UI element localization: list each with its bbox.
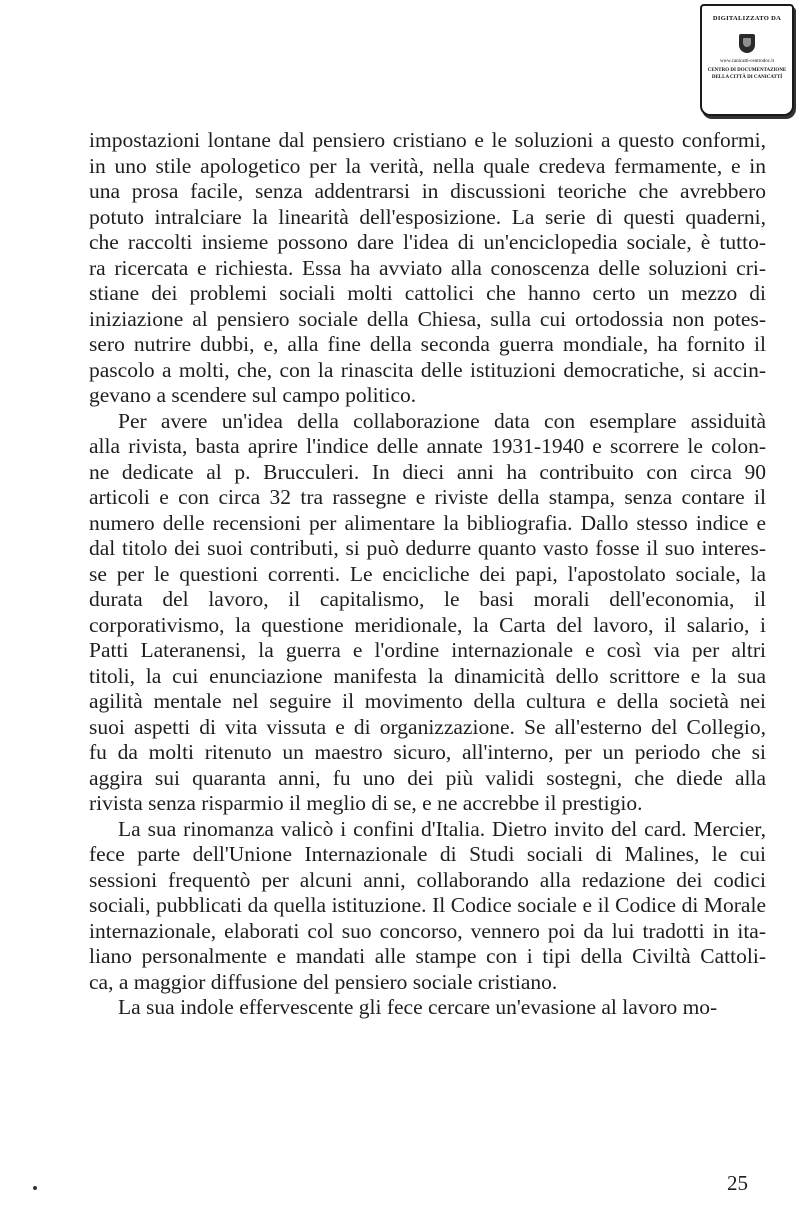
stamp-header: DIGITALIZZATO DA [712, 15, 782, 22]
text-line: una prosa facile, senza addentrarsi in discussioni teoriche che avrebbero [89, 179, 766, 203]
digitization-stamp [700, 4, 794, 116]
text-line: articoli e con circa 32 tra rassegne e riviste della stampa, senza contare il [89, 485, 766, 509]
margin-dot [33, 1186, 37, 1190]
text-line: pascolo a molti, che, con la rinascita delle istituzioni democratiche, si accin- [89, 357, 766, 382]
text-line: agilità mentale nel seguire il movimento della cultura e della società nei [89, 689, 766, 713]
text-line: stiane dei problemi sociali molti cattolici che hanno certo un mezzo di [89, 281, 766, 305]
text-line: impostazioni lontane dal pensiero cristiano e le soluzioni a questo conformi, [89, 128, 766, 152]
text-line: ca, a maggior diffusione del pensiero sociale cristiano. [89, 969, 558, 994]
text-line: che raccolti insieme possono dare l'idea di un'enciclopedia sociale, è tutto- [89, 230, 766, 254]
text-line: fece parte dell'Unione Internazionale di Studi sociali di Malines, le cui [89, 842, 766, 866]
text-line: rivista senza risparmio il meglio di se, e ne accrebbe il prestigio. [89, 791, 643, 815]
text-line: sero nutrire dubbi, e, alla fine della seconda guerra mondiale, ha fornito il [89, 332, 766, 356]
text-line: gevano a scendere sul campo politico. [89, 383, 417, 407]
text-line: dal titolo dei suoi contributi, si può dedurre quanto vasto fosse il suo interes- [89, 536, 766, 560]
text-line: potuto intralciare la linearità dell'esposizione. La serie di questi quaderni, [89, 204, 766, 229]
text-line: internazionale, elaborati col suo concorso, vennero poi da lui tradotti in ita- [89, 918, 766, 943]
body-text [89, 128, 766, 1021]
text-line: ra ricercata e richiesta. Essa ha avviato alla conoscenza delle soluzioni cri- [89, 255, 766, 280]
text-line: in uno stile apologetico per la verità, nella quale credeva fermamente, e in [89, 153, 766, 178]
text-line: aggira sui quaranta anni, fu uno dei più validi sostegni, che diede alla [89, 765, 766, 790]
text-line: sessioni frequentò per alcuni anni, collaborando alla redazione dei codici [89, 867, 766, 892]
paragraph [89, 409, 766, 817]
text-line: se per le questioni correnti. Le encicliche dei papi, l'apostolato sociale, la [89, 561, 766, 586]
page-number: 25 [727, 1171, 748, 1195]
stamp-line-1: CENTRO DI DOCUMENTAZIONE [707, 68, 787, 73]
paragraph [89, 128, 766, 409]
text-line: alla rivista, basta aprire l'indice delle annate 1931-1940 e scorrere le colon- [89, 434, 766, 458]
text-line: liano personalmente e mandati alle stampe con i tipi della Civiltà Cattoli- [89, 944, 766, 968]
stamp-url: www.canicatti-centrodoc.it [719, 59, 775, 64]
text-line: La sua indole effervescente gli fece cercare un'evasione al lavoro mo- [118, 995, 718, 1019]
text-line: titoli, la cui enunciazione manifesta la dinamicità dello scrittore e la sua [89, 663, 766, 688]
text-line: Per avere un'idea della collaborazione data con esemplare assiduità [118, 408, 766, 433]
text-line: numero delle recensioni per alimentare la bibliografia. Dallo stesso indice e [89, 510, 766, 535]
text-line: Patti Lateranensi, la guerra e l'ordine internazionale e così via per altri [89, 638, 766, 662]
text-line: suoi aspetti di vita vissuta e di organizzazione. Se all'esterno del Collegio, [89, 714, 766, 739]
text-line: corporativismo, la questione meridionale, la Carta del lavoro, il salario, i [89, 612, 766, 637]
paragraph [89, 817, 766, 996]
text-line: iniziazione al pensiero sociale della Chiesa, sulla cui ortodossia non potes- [89, 306, 766, 331]
text-line: La sua rinomanza valicò i confini d'Italia. Dietro invito del card. Mercier, [118, 816, 766, 841]
text-line: fu da molti ritenuto un maestro sicuro, all'interno, per un periodo che si [89, 740, 766, 764]
paragraph [89, 995, 766, 1021]
coat-of-arms-icon [739, 34, 755, 53]
text-line: ne dedicate al p. Brucculeri. In dieci anni ha contribuito con circa 90 [89, 459, 766, 484]
stamp-line-2: DELLA CITTÀ DI CANICATTÌ [711, 75, 783, 80]
text-line: durata del lavoro, il capitalismo, le basi morali dell'economia, il [89, 587, 766, 611]
text-line: sociali, pubblicati da quella istituzione. Il Codice sociale e il Codice di Morale [89, 893, 766, 917]
